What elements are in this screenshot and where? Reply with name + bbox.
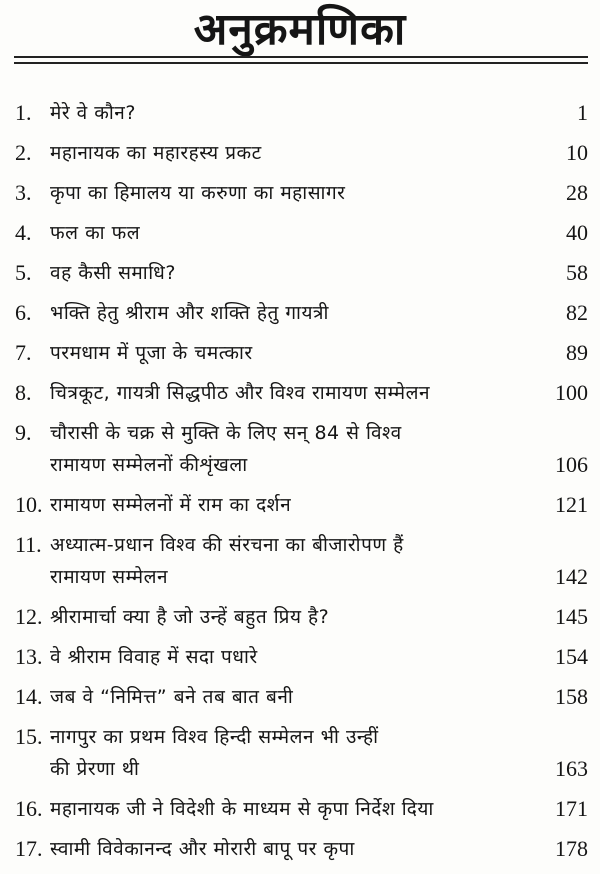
toc-entry	[0, 213, 600, 253]
toc-entry	[0, 333, 600, 373]
entry-number: 16.	[15, 796, 43, 821]
entry-title-line: कृपा का हिमालय या करुणा का महासागर	[50, 182, 346, 204]
entry-number: 7.	[15, 340, 32, 365]
toc-entry	[0, 637, 600, 677]
toc-entry	[0, 829, 600, 869]
entry-title	[50, 337, 470, 369]
toc-entry	[0, 373, 600, 413]
entry-title-line: परमधाम में पूजा के चमत्कार	[50, 342, 253, 364]
toc-entry	[0, 413, 600, 485]
toc-entry	[0, 173, 600, 213]
entry-page-number: 58	[566, 260, 588, 285]
entry-page-number: 121	[555, 492, 588, 517]
entry-title	[50, 137, 470, 169]
entry-title-line: स्वामी विवेकानन्द और मोरारी बापू पर कृपा	[50, 838, 355, 860]
toc-entry	[0, 485, 600, 525]
entry-title	[50, 257, 470, 289]
entry-number: 14.	[15, 684, 43, 709]
entry-title-line: नागपुर का प्रथम विश्व हिन्दी सम्मेलन भी उन्हीं	[50, 726, 379, 748]
entry-title	[50, 417, 470, 481]
entry-title	[50, 601, 470, 633]
entry-title-line: अध्यात्म-प्रधान विश्व की संरचना का बीजारोपण हैं	[50, 534, 404, 556]
table-of-contents	[0, 93, 600, 869]
entry-title	[50, 793, 470, 825]
entry-title-line: भक्ति हेतु श्रीराम और शक्ति हेतु गायत्री	[50, 302, 329, 324]
entry-page-number: 10	[566, 140, 588, 165]
entry-title	[50, 641, 470, 673]
entry-page-number: 100	[555, 380, 588, 405]
toc-entry	[0, 293, 600, 333]
entry-number: 6.	[15, 300, 32, 325]
entry-title-line: मेरे वे कौन?	[50, 102, 136, 124]
entry-title-line: महानायक जी ने विदेशी के माध्यम से कृपा निर्देश दिया	[50, 798, 434, 820]
entry-number: 11.	[15, 532, 42, 557]
toc-entry	[0, 93, 600, 133]
entry-number: 3.	[15, 180, 32, 205]
entry-title-line: रामायण सम्मेलन	[50, 566, 169, 588]
entry-title	[50, 833, 470, 865]
entry-page-number: 171	[555, 796, 588, 821]
entry-number: 8.	[15, 380, 32, 405]
entry-number: 9.	[15, 420, 32, 445]
entry-page-number: 142	[555, 564, 588, 589]
toc-entry	[0, 253, 600, 293]
page-title: अनुक्रमणिका	[193, 4, 407, 55]
entry-title-line: रामायण सम्मेलनों में राम का दर्शन	[50, 494, 292, 516]
entry-title	[50, 177, 470, 209]
entry-title-line: फल का फल	[50, 222, 141, 244]
entry-page-number: 158	[555, 684, 588, 709]
toc-entry	[0, 597, 600, 637]
entry-title	[50, 97, 470, 129]
entry-title	[50, 529, 470, 593]
entry-title-line: श्रीरामार्चा क्या है जो उन्हें बहुत प्रिय है?	[50, 606, 330, 628]
entry-page-number: 1	[577, 100, 588, 125]
entry-number: 4.	[15, 220, 32, 245]
entry-page-number: 40	[566, 220, 588, 245]
entry-title	[50, 297, 470, 329]
entry-page-number: 154	[555, 644, 588, 669]
title-rule-top	[14, 56, 588, 58]
entry-number: 5.	[15, 260, 32, 285]
entry-title	[50, 721, 470, 785]
entry-title-line: चित्रकूट, गायत्री सिद्धपीठ और विश्व रामायण सम्मेलन	[50, 382, 431, 404]
toc-entry	[0, 677, 600, 717]
entry-title-line: रामायण सम्मेलनों कीशृंखला	[50, 454, 248, 476]
entry-page-number: 82	[566, 300, 588, 325]
entry-page-number: 89	[566, 340, 588, 365]
entry-page-number: 28	[566, 180, 588, 205]
entry-number: 10.	[15, 492, 43, 517]
toc-entry	[0, 717, 600, 789]
entry-number: 12.	[15, 604, 43, 629]
toc-entry	[0, 789, 600, 829]
entry-title-line: महानायक का महारहस्य प्रकट	[50, 142, 262, 164]
entry-title	[50, 489, 470, 521]
toc-entry	[0, 525, 600, 597]
entry-page-number: 145	[555, 604, 588, 629]
entry-number: 1.	[15, 100, 32, 125]
entry-title-line: जब वे “निमित्त” बने तब बात बनी	[50, 686, 294, 708]
entry-title	[50, 377, 470, 409]
entry-title	[50, 217, 470, 249]
entry-number: 15.	[15, 724, 43, 749]
entry-page-number: 163	[555, 756, 588, 781]
entry-title-line: वह कैसी समाधि?	[50, 262, 176, 284]
entry-page-number: 106	[555, 452, 588, 477]
entry-number: 13.	[15, 644, 43, 669]
entry-title-line: चौरासी के चक्र से मुक्ति के लिए सन् 84 से विश्व	[50, 422, 402, 444]
entry-title-line: की प्रेरणा थी	[50, 758, 140, 780]
entry-title	[50, 681, 470, 713]
entry-title-line: वे श्रीराम विवाह में सदा पधारे	[50, 646, 258, 668]
entry-number: 2.	[15, 140, 32, 165]
toc-entry	[0, 133, 600, 173]
entry-page-number: 178	[555, 836, 588, 861]
title-rule-bottom	[14, 62, 588, 64]
entry-number: 17.	[15, 836, 43, 861]
